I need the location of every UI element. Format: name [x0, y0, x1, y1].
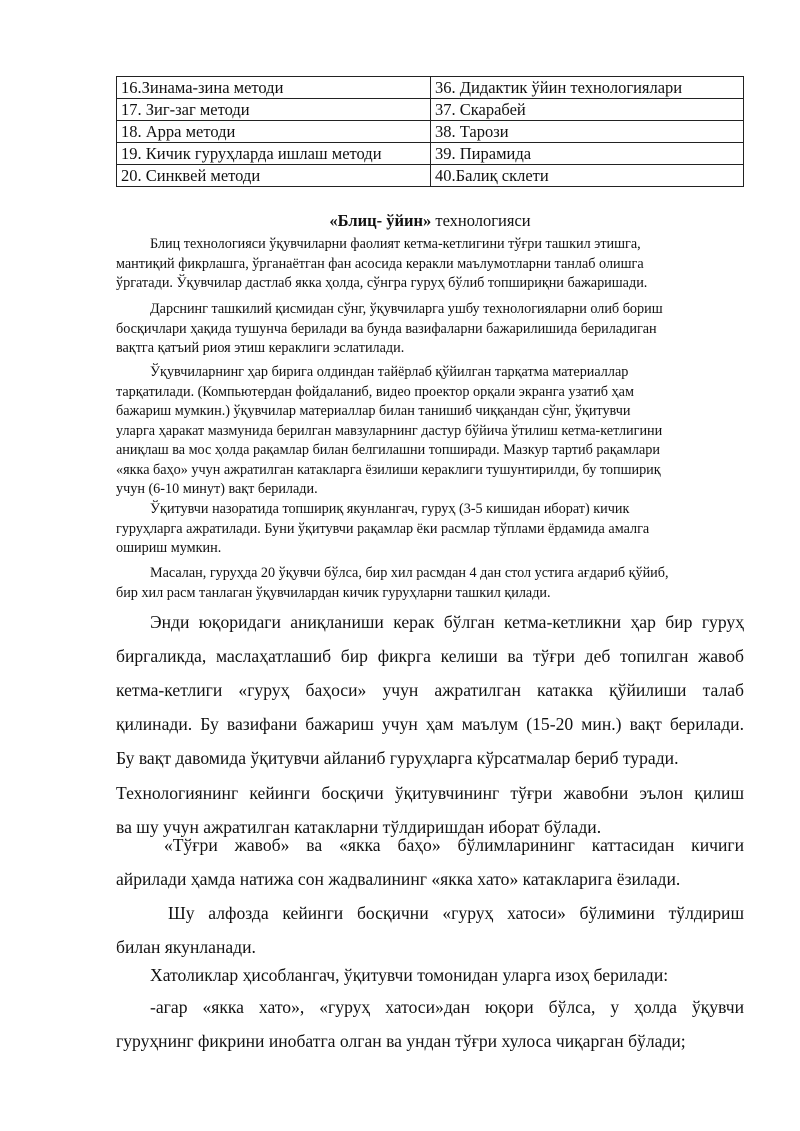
- text-line: бажариш мумкин.) ўқувчилар материаллар билан танишиб чиққандан сўнг, ўқитувчи: [116, 403, 631, 419]
- table-cell: 17. Зиг-заг методи: [117, 99, 431, 121]
- text-line: биргаликда, маслаҳатлашиб бир фикрга келиши ва тўғри деб топилган жавоб: [116, 646, 744, 666]
- text-line: айрилади ҳамда натижа сон жадвалининг «якка хато» катакларига ёзилади.: [116, 869, 681, 889]
- text-line: «якка баҳо» учун ажратилган катакларга ёзилиши кераклиги тушунтирилди, бу топшириқ: [116, 461, 661, 478]
- table-row: [117, 143, 744, 165]
- text-line: Энди юқоридаги аниқланиши керак бўлган кетма-кетликни ҳар бир гуруҳ: [150, 612, 744, 632]
- text-line: аниқлаш ва мос ҳолда рақамлар билан белгилашни топширади. Мазкур тартиб рақамлари: [116, 442, 660, 458]
- heading-rest: технологияси: [431, 211, 531, 230]
- table-cell: 19. Кичик гуруҳларда ишлаш методи: [117, 143, 431, 165]
- table-cell: 37. Скарабей: [431, 99, 744, 121]
- body-paragraph: [116, 896, 744, 964]
- body-paragraph: [116, 605, 744, 775]
- text-line: учун (6-10 минут) вақт берилади.: [116, 481, 318, 497]
- table-row: [117, 99, 744, 121]
- text-line: Масалан, гуруҳда 20 ўқувчи бўлса, бир хил расмдан 4 дан стол устига ағдариб қўйиб,: [150, 565, 669, 581]
- text-line: Шу алфозда кейинги босқични «гуруҳ хатоси» бўлимини тўлдириш: [168, 903, 744, 923]
- table-cell: 18. Арра методи: [117, 121, 431, 143]
- text-line: -агар «якка хато», «гуруҳ хатоси»дан юқори бўлса, у ҳолда ўқувчи: [150, 997, 744, 1017]
- table-cell: 16.Зинама-зина методи: [117, 77, 431, 99]
- methods-table: [116, 76, 744, 187]
- small-paragraph: [116, 363, 744, 500]
- text-line: ва шу учун ажратилган катакларни тўлдиришдан иборат бўлади.: [116, 817, 602, 837]
- table-cell: 38. Тарози: [431, 121, 744, 143]
- text-line: Ўқитувчи назоратида топшириқ якунлангач, гуруҳ (3-5 кишидан иборат) кичик: [150, 501, 630, 517]
- text-line: билан якунланади.: [116, 937, 256, 957]
- small-paragraph: [116, 300, 744, 359]
- text-line: уларга ҳаракат мазмунида берилган мавзуларнинг дастур бўйича ўтилиш кетма-кетлигини: [116, 422, 663, 439]
- text-line: Ўқувчиларнинг ҳар бирига олдиндан тайёрлаб қўйилган тарқатма материаллар: [150, 364, 629, 380]
- text-line: Хатоликлар ҳисоблангач, ўқитувчи томонидан уларга изоҳ берилади:: [150, 965, 669, 985]
- body-paragraph: [116, 828, 744, 896]
- table-cell: 39. Пирамида: [431, 143, 744, 165]
- text-line: Бу вақт давомида ўқитувчи айланиб гуруҳларга кўрсатмалар бериб туради.: [116, 748, 679, 768]
- text-line: мантиқий фикрлашга, ўрганаётган фан асосида керакли маълумотларни танлаб олишга: [116, 255, 644, 272]
- text-line: ўргатади. Ўқувчилар дастлаб якка ҳолда, сўнгра гуруҳ бўлиб топшириқни бажаришади.: [116, 275, 648, 291]
- text-line: гуруҳнинг фикрини инобатга олган ва ундан тўғри хулоса чиқарган бўлади;: [116, 1031, 686, 1051]
- body-paragraph: [116, 958, 744, 992]
- text-line: босқичлари ҳақида тушунча берилади ва бунда вазифаларни бажарилишида бериладиган: [116, 320, 657, 337]
- section-heading: [116, 210, 744, 232]
- text-line: тарқатилади. (Компьютердан фойдаланиб, видео проектор орқали экранга узатиб ҳам: [116, 383, 634, 400]
- table-cell: 40.Балиқ склети: [431, 165, 744, 187]
- text-line: Технологиянинг кейинги босқичи ўқитувчининг тўғри жавобни эълон қилиш: [116, 783, 744, 803]
- small-paragraph: [116, 500, 744, 559]
- small-paragraph: [116, 235, 744, 294]
- text-line: ошириш мумкин.: [116, 540, 222, 556]
- table-cell: 20. Синквей методи: [117, 165, 431, 187]
- table-row: [117, 165, 744, 187]
- table-cell: 36. Дидактик ўйин технологиялари: [431, 77, 744, 99]
- table-row: [117, 121, 744, 143]
- table-row: [117, 77, 744, 99]
- text-line: «Тўғри жавоб» ва «якка баҳо» бўлимларининг каттасидан кичиги: [164, 835, 744, 855]
- text-line: гуруҳларга ажратилади. Буни ўқитувчи рақамлар ёки расмлар тўплами ёрдамида амалга: [116, 520, 650, 537]
- text-line: қилинади. Бу вазифани бажариш учун ҳам маълум (15-20 мин.) вақт берилади.: [116, 714, 744, 734]
- text-line: Блиц технологияси ўқувчиларни фаолият кетма-кетлигини тўғри ташкил этишга,: [150, 236, 641, 252]
- text-line: вақтга қатъий риоя этиш кераклиги эслатилади.: [116, 340, 405, 356]
- small-paragraph: [116, 564, 744, 603]
- text-line: бир хил расм танлаган ўқувчилардан кичик гуруҳларни ташкил қилади.: [116, 584, 551, 601]
- text-line: кетма-кетлиги «гуруҳ баҳоси» учун ажратилган катакка қўйилиши талаб: [116, 680, 744, 700]
- heading-bold: «Блиц- ўйин»: [329, 211, 432, 230]
- body-paragraph: [116, 990, 744, 1058]
- text-line: Дарснинг ташкилий қисмидан сўнг, ўқувчиларга ушбу технологияларни олиб бориш: [150, 301, 663, 317]
